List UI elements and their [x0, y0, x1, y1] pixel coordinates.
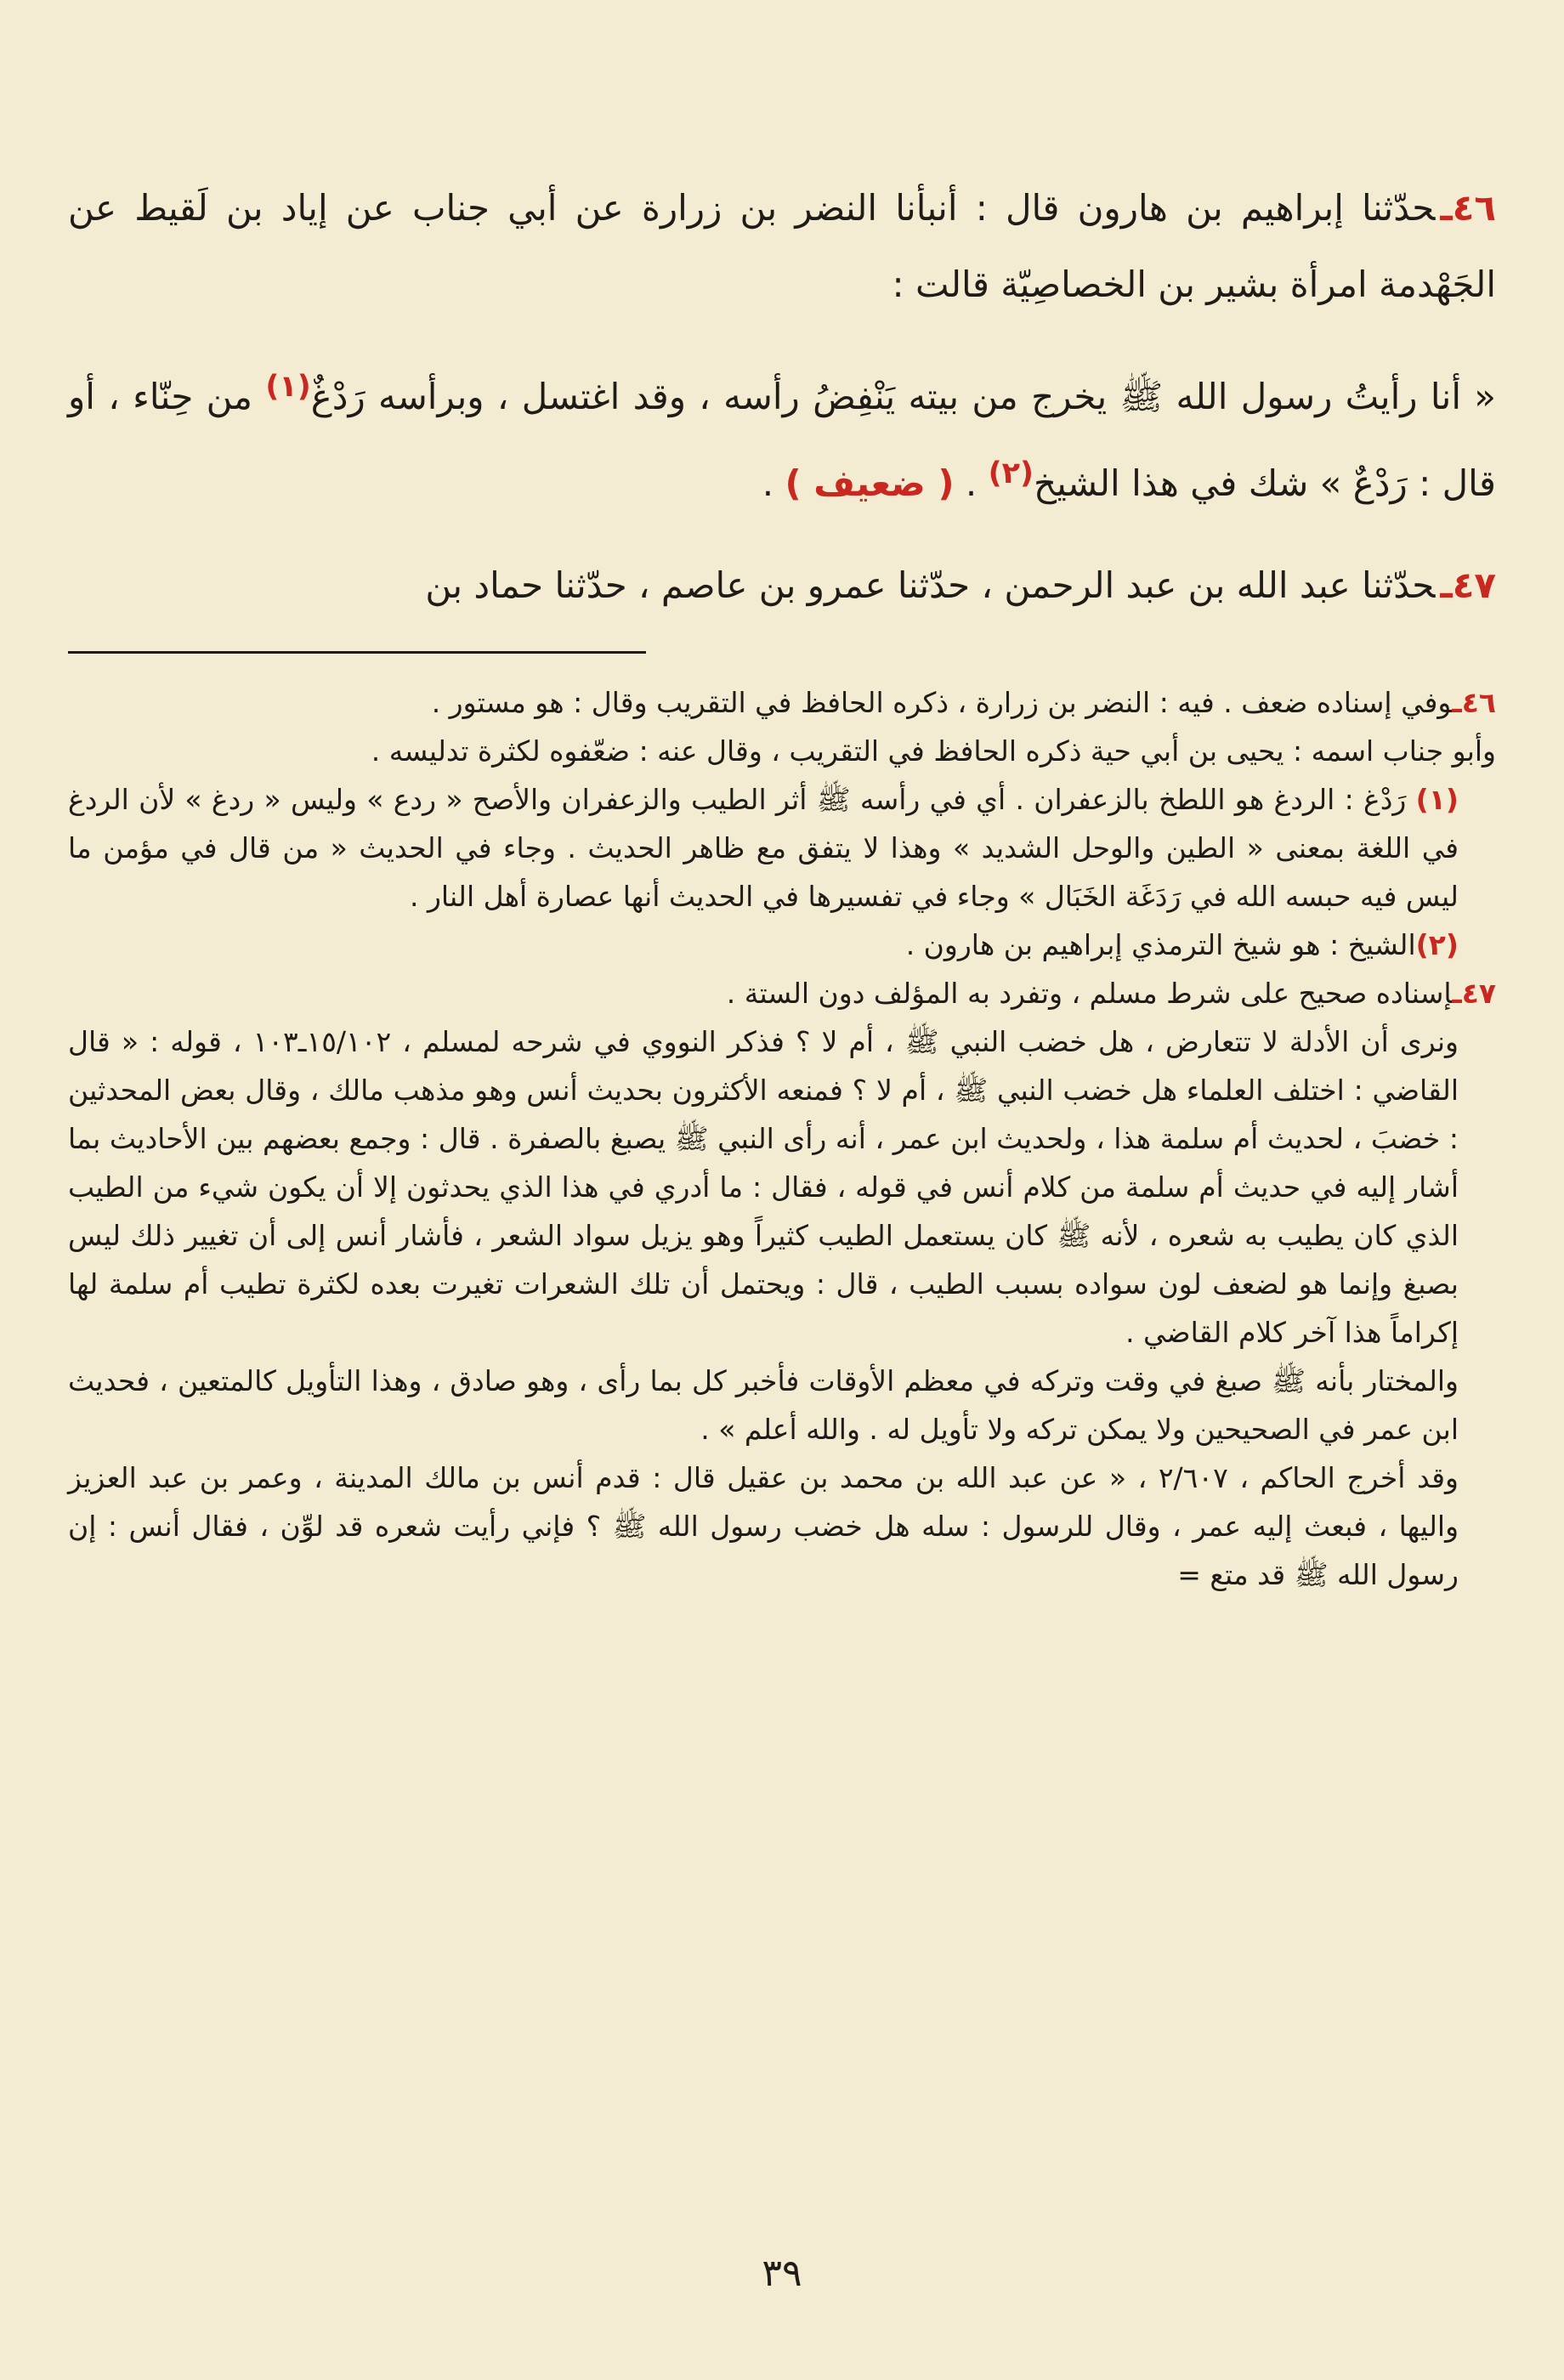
divider-line: [68, 651, 646, 654]
footnote-text: رَدْغ : الردغ هو اللطخ بالزعفران . أي في رأسه ﷺ أثر الطيب والزعفران والأصح « ردع » وليس « ردغ » لأن الردغ في اللغة بمعنى « الطين والوحل الشديد » وهذا لا يتفق مع ظاهر الحديث . وجاء في الحديث « من قال في مؤمن ما ليس فيه حبسه الله في رَدَغَة الخَبَال » وجاء في تفسيرها في الحديث أنها عصارة أهل النار .: [68, 783, 1459, 913]
note-47: [68, 969, 1496, 1017]
note-46: [68, 678, 1496, 727]
hadith-text: حدّثنا إبراهيم بن هارون قال : أنبأنا النضر بن زرارة عن أبي جناب عن إياد بن لَقيط عن الجَهْدمة امرأة بشير بن الخصاصِيّة قالت :: [68, 187, 1496, 305]
note-number: ٤٧ـ: [1452, 977, 1496, 1010]
footnote-1: [68, 775, 1496, 921]
hadith-number: ٤٦ـ: [1440, 187, 1496, 229]
footnote-2: [68, 921, 1496, 969]
note-text: وفي إسناده ضعف . فيه : النضر بن زرارة ، ذكره الحافظ في التقريب وقال : هو مستور .: [431, 686, 1453, 719]
hadith-text: حدّثنا عبد الله بن عبد الرحمن ، حدّثنا عمرو بن عاصم ، حدّثنا حماد بن: [425, 564, 1436, 606]
quote-text-3: .: [965, 462, 989, 504]
hadith-number: ٤٧ـ: [1440, 564, 1496, 606]
note-46-continued: [68, 727, 1496, 775]
grade-label: ( ضعيف ): [785, 462, 955, 504]
quote-text: « أنا رأيتُ رسول الله ﷺ يخرج من بيته يَنْفِضُ رأسه ، وقد اغتسل ، وبرأسه رَدْغٌ: [310, 376, 1496, 417]
note-47-paragraph-2: [68, 1357, 1496, 1454]
hadith-47: [68, 547, 1496, 624]
hadith-46: [68, 170, 1496, 323]
footnote-ref-1[interactable]: (١): [265, 370, 311, 404]
paragraph-text: والمختار بأنه ﷺ صبغ في وقت وتركه في معظم الأوقات فأخبر كل بما رأى ، وهو صادق ، وهذا التأويل كالمتعين ، فحديث ابن عمر في الصحيحين ولا يمكن تركه ولا تأويل له . والله أعلم » .: [68, 1364, 1459, 1446]
note-47-paragraph-3: [68, 1454, 1496, 1599]
note-47-paragraph-1: [68, 1017, 1496, 1357]
paragraph-text: وقد أخرج الحاكم ، ٢/٦٠٧ ، « عن عبد الله بن محمد بن عقيل قال : قدم أنس بن مالك المدينة ، وعمر بن عبد العزيز واليها ، فبعث إليه عمر ، وقال للرسول : سله هل خضب رسول الله ﷺ ؟ فإني رأيت شعره قد لوِّن ، فقال أنس : إن رسول الله ﷺ قد متع =: [68, 1461, 1459, 1591]
note-text: إسناده صحيح على شرط مسلم ، وتفرد به المؤلف دون الستة .: [726, 977, 1453, 1010]
footnote-text: الشيخ : هو شيخ الترمذي إبراهيم بن هارون .: [905, 928, 1416, 961]
footnotes: [68, 678, 1496, 1599]
quote-text-2: من حِنّاء ، أو قال : رَدْعٌ » شك في هذا الشيخ: [68, 376, 1496, 504]
hadith-46-quote: [68, 348, 1496, 522]
paragraph-text: ونرى أن الأدلة لا تتعارض ، هل خضب النبي ﷺ ، أم لا ؟ فذكر النووي في شرحه لمسلم ، ١٥/١٠٢ـ١٠٣ ، قوله : « قال القاضي : اختلف العلماء هل خضب النبي ﷺ ، أم لا ؟ فمنعه الأكثرون بحديث أنس وهو مذهب مالك ، وقال بعض المحدثين : خضبَ ، لحديث أم سلمة هذا ، ولحديث ابن عمر ، أنه رأى النبي ﷺ يصبغ بالصفرة . قال : وجمع بعضهم بين الأحاديث بما أشار إليه في حديث أم سلمة من كلام أنس في قوله ، فقال : ما أدري في هذا الذي يحدثون إلا أن يكون شيء من الطيب الذي كان يطيب به شعره ، لأنه ﷺ كان يستعمل الطيب كثيراً وهو يزيل سواد الشعر ، فأشار أنس إلى أن تغيير ذلك ليس بصبغ وإنما هو لضعف لون سواده بسبب الطيب ، قال : ويحتمل أن تلك الشعرات تغيرت بعده لكثرة تطيب أم سلمة لها إكراماً هذا آخر كلام القاضي .: [68, 1025, 1459, 1349]
note-number: ٤٦ـ: [1452, 686, 1496, 719]
footnote-number: (١): [1415, 783, 1459, 816]
footnote-ref-2[interactable]: (٢): [988, 456, 1034, 490]
footnote-number: (٢): [1415, 928, 1459, 961]
footnote-divider: [68, 644, 1496, 678]
quote-end: .: [762, 462, 785, 504]
note-text: وأبو جناب اسمه : يحيى بن أبي حية ذكره الحافظ في التقريب ، وقال عنه : ضعّفوه لكثرة تدليسه .: [371, 734, 1496, 768]
page-number: ٣٩: [762, 2252, 802, 2295]
